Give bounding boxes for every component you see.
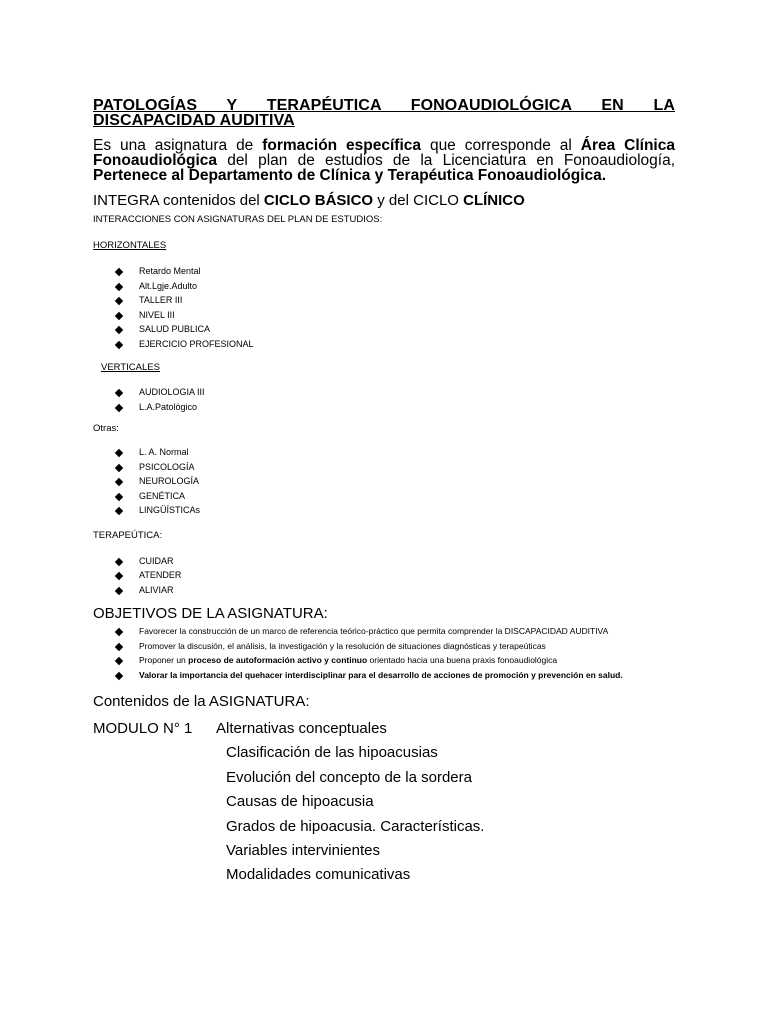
list-item-label: Promover la discusión, el análisis, la investigación y la resolución de situaciones diagnósticas y terapeúticas: [139, 640, 546, 651]
modulo-label: MODULO N° 1: [93, 720, 193, 737]
integra-text-2: y del CICLO: [373, 192, 464, 209]
diamond-bullet-icon: [116, 658, 123, 665]
list-item: [93, 489, 675, 504]
integra-line: [93, 192, 675, 210]
list-item: [93, 460, 675, 475]
list-item: [93, 503, 675, 518]
diamond-bullet-icon: [116, 342, 123, 349]
list-item: [93, 639, 675, 654]
topic-item: Clasificación de las hipoacusias: [226, 744, 438, 762]
integra-bold-2: CLÍNICO: [463, 192, 525, 209]
diamond-bullet-icon: [116, 327, 123, 334]
intro-text-3: del plan de estudios de la Licenciatura en Fonoaudiología,: [217, 152, 675, 169]
list-item: [93, 624, 675, 639]
integra-text-1: INTEGRA contenidos del: [93, 192, 264, 209]
diamond-bullet-icon: [116, 284, 123, 291]
topic-item: Modalidades comunicativas: [226, 866, 411, 884]
interacciones-heading: INTERACCIONES CON ASIGNATURAS DEL PLAN DE ESTUDIOS:: [93, 214, 383, 225]
horizontales-list: [93, 264, 675, 351]
list-item: [93, 653, 675, 668]
list-item-label: ALIVIAR: [139, 584, 174, 595]
intro-bold-3: Pertenece al Departamento de Clínica y Terapéutica Fonoaudiológica.: [93, 167, 607, 184]
list-item: [93, 474, 675, 489]
diamond-bullet-icon: [116, 450, 123, 457]
diamond-bullet-icon: [116, 479, 123, 486]
diamond-bullet-icon: [116, 673, 123, 680]
list-item: [93, 554, 675, 569]
list-item: [93, 668, 675, 683]
modulo-title: Alternativas conceptuales: [216, 720, 387, 737]
list-item: [93, 337, 675, 352]
list-item-label: L.A.Patológico: [139, 401, 198, 412]
verticales-heading: VERTICALES: [101, 362, 160, 373]
list-item: [93, 293, 675, 308]
intro-text-1: Es una asignatura de: [93, 137, 263, 154]
diamond-bullet-icon: [116, 269, 123, 276]
topic-item: Variables intervinientes: [226, 842, 380, 860]
list-item-label: Alt.Lgje.Adulto: [139, 280, 198, 291]
diamond-bullet-icon: [116, 494, 123, 501]
verticales-list: [93, 385, 675, 414]
diamond-bullet-icon: [116, 298, 123, 305]
diamond-bullet-icon: [116, 405, 123, 412]
list-item: [93, 279, 675, 294]
diamond-bullet-icon: [116, 573, 123, 580]
list-item-label: LINGÜÍSTICAs: [139, 505, 201, 515]
horizontales-heading: HORIZONTALES: [93, 240, 167, 251]
intro-bold-1: formación específica: [262, 137, 422, 154]
topic-item: Grados de hipoacusia. Características.: [226, 817, 485, 835]
list-item: [93, 445, 675, 460]
terapeutica-heading: TERAPEÚTICA:: [93, 529, 163, 541]
list-item-label: Retardo Mental: [139, 266, 201, 276]
diamond-bullet-icon: [116, 588, 123, 595]
list-item-label: CUIDAR: [139, 555, 174, 566]
otras-list: [93, 445, 675, 518]
list-item-label: NEUROLOGÍA: [139, 476, 200, 486]
list-item: [93, 568, 675, 583]
list-item-label: orientado hacia una buena praxis fonoaudiológica: [367, 655, 558, 665]
objetivos-list: [93, 624, 675, 682]
list-item-label: PSICOLOGÍA: [139, 461, 195, 472]
objetivos-heading: OBJETIVOS DE LA ASIGNATURA:: [93, 605, 328, 622]
diamond-bullet-icon: [116, 559, 123, 566]
modulo-row: [93, 717, 675, 741]
document-title: PATOLOGÍAS Y TERAPÉUTICA FONOAUDIOLÓGICA EN LA DISCAPACIDAD AUDITIVA: [93, 97, 675, 129]
list-item-label: SALUD PUBLICA: [139, 324, 211, 334]
list-item: [93, 385, 675, 400]
list-item-label: GENÉTICA: [139, 490, 186, 501]
list-item: [93, 400, 675, 415]
integra-bold-1: CICLO BÁSICO: [263, 192, 374, 209]
list-item-label: ATENDER: [139, 570, 182, 580]
diamond-bullet-icon: [116, 313, 123, 320]
list-item-label: NIVEL III: [139, 309, 175, 320]
list-item: [93, 264, 675, 279]
list-item: [93, 583, 675, 598]
list-item-bold: Valorar la importancia del quehacer interdisciplinar para el desarrollo de acciones de promoción y prevención en salud.: [139, 669, 623, 680]
diamond-bullet-icon: [116, 465, 123, 472]
list-item-label: Favorecer la construcción de un marco de referencia teórico-práctico que permita comprender la DISCAPACIDAD AUDITIVA: [139, 626, 609, 636]
list-item-label: Proponer un: [139, 655, 189, 665]
list-item-label: TALLER III: [139, 295, 183, 305]
terapeutica-list: [93, 554, 675, 598]
diamond-bullet-icon: [116, 644, 123, 651]
intro-bold-2: Área Clínica Fonoaudiológica: [93, 137, 675, 169]
diamond-bullet-icon: [116, 629, 123, 636]
otras-heading: Otras:: [93, 423, 119, 434]
list-item-label: AUDIOLOGIA III: [139, 387, 205, 397]
contenidos-heading: Contenidos de la ASIGNATURA:: [93, 693, 310, 710]
topic-item: Evolución del concepto de la sordera: [226, 768, 472, 786]
list-item: [93, 308, 675, 323]
document-page: [93, 98, 675, 888]
list-item-label: EJERCICIO PROFESIONAL: [139, 338, 254, 349]
list-item-bold: proceso de autoformación activo y continuo: [188, 655, 368, 665]
diamond-bullet-icon: [116, 508, 123, 515]
list-item-label: L. A. Normal: [139, 447, 189, 457]
diamond-bullet-icon: [116, 390, 123, 397]
list-item: [93, 322, 675, 337]
topic-item: Causas de hipoacusia: [226, 793, 374, 811]
intro-text-2: que corresponde al: [421, 137, 581, 154]
modulo-block: [93, 717, 675, 888]
intro-paragraph: [93, 138, 675, 183]
